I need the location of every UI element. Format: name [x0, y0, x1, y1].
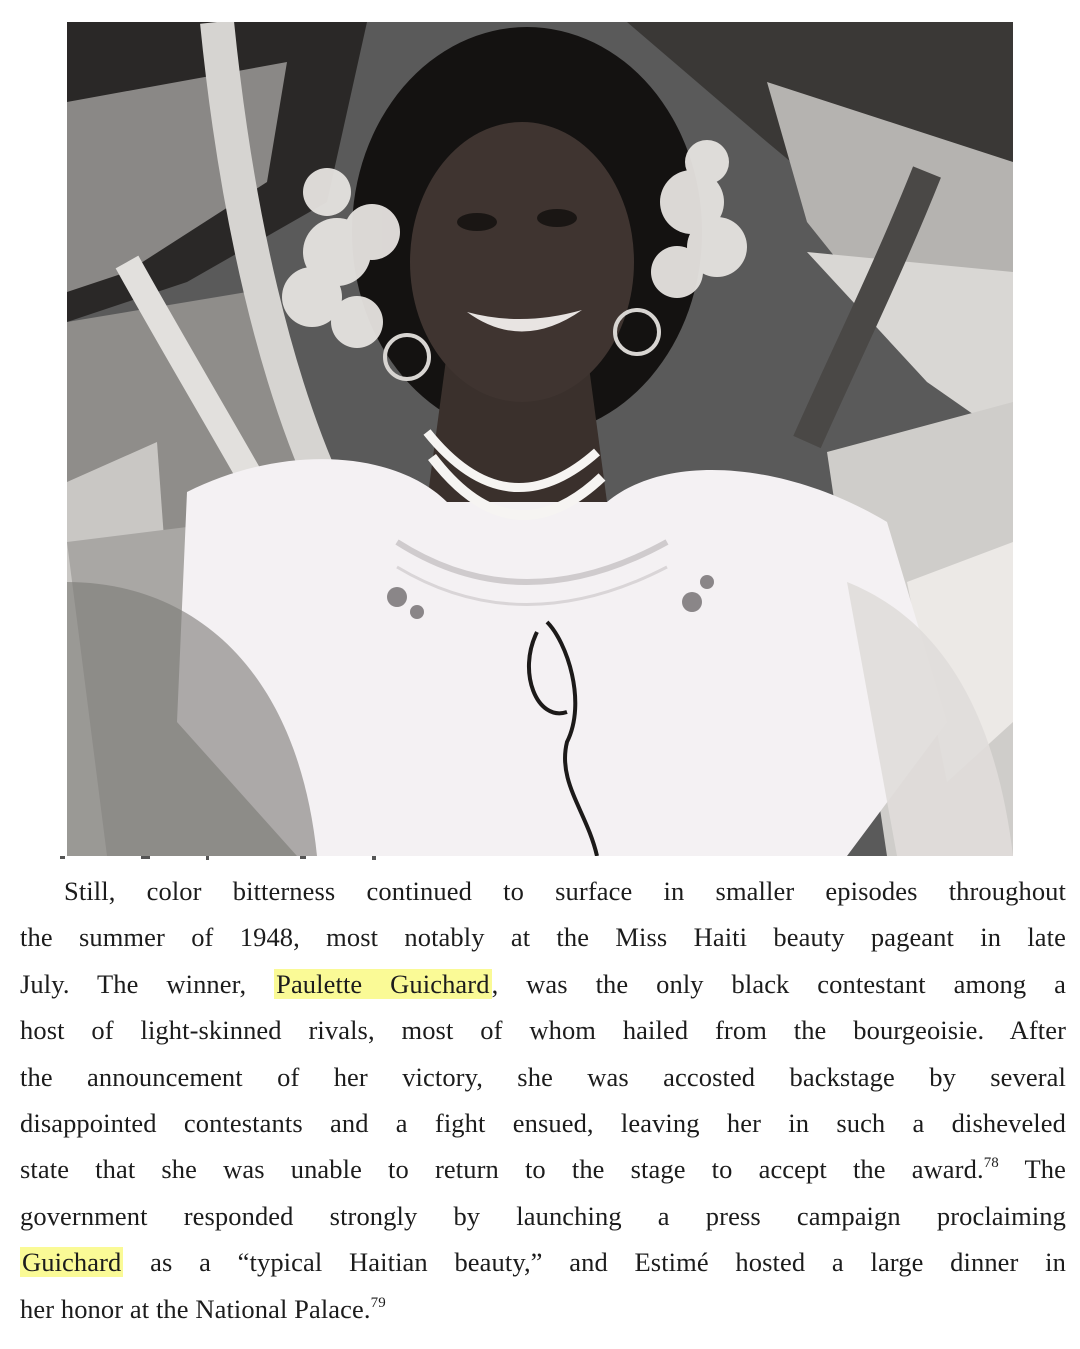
footnote-marker: 78 [983, 1155, 999, 1172]
text-line: host of light-skinned rivals, most of whom hailed from the bourgeoisie. After [20, 1015, 1066, 1046]
cropped-text-fragment [60, 852, 390, 862]
body-paragraph [20, 868, 1066, 1332]
highlighted-name: Paulette Guichard [276, 968, 490, 999]
text-line: July. The winner, Paulette Guichard, was the only black contestant among a [20, 968, 1066, 999]
portrait-illustration [67, 22, 1013, 856]
footnote-marker: 79 [370, 1294, 386, 1311]
text-line: the summer of 1948, most notably at the Miss Haiti beauty pageant in late [20, 922, 1066, 953]
text-line: Guichard as a “typical Haitian beauty,” and Estimé hosted a large dinner in [22, 1247, 1066, 1278]
text-line: her honor at the National Palace.$^{79}$ [20, 1293, 386, 1324]
text-line: Still, color bitterness continued to surface in smaller episodes throughout [64, 876, 1066, 906]
text-line: state that she was unable to return to the stage to accept the award.$^{78}$ The [20, 1154, 1067, 1185]
highlighted-name: Guichard [22, 1247, 122, 1278]
text-line: the announcement of her victory, she was accosted backstage by several [20, 1061, 1066, 1092]
text-line: disappointed contestants and a fight ensued, leaving her in such a disheveled [20, 1107, 1066, 1138]
portrait-photo [67, 22, 1013, 856]
text-line: government responded strongly by launching a press campaign proclaiming [20, 1200, 1066, 1231]
